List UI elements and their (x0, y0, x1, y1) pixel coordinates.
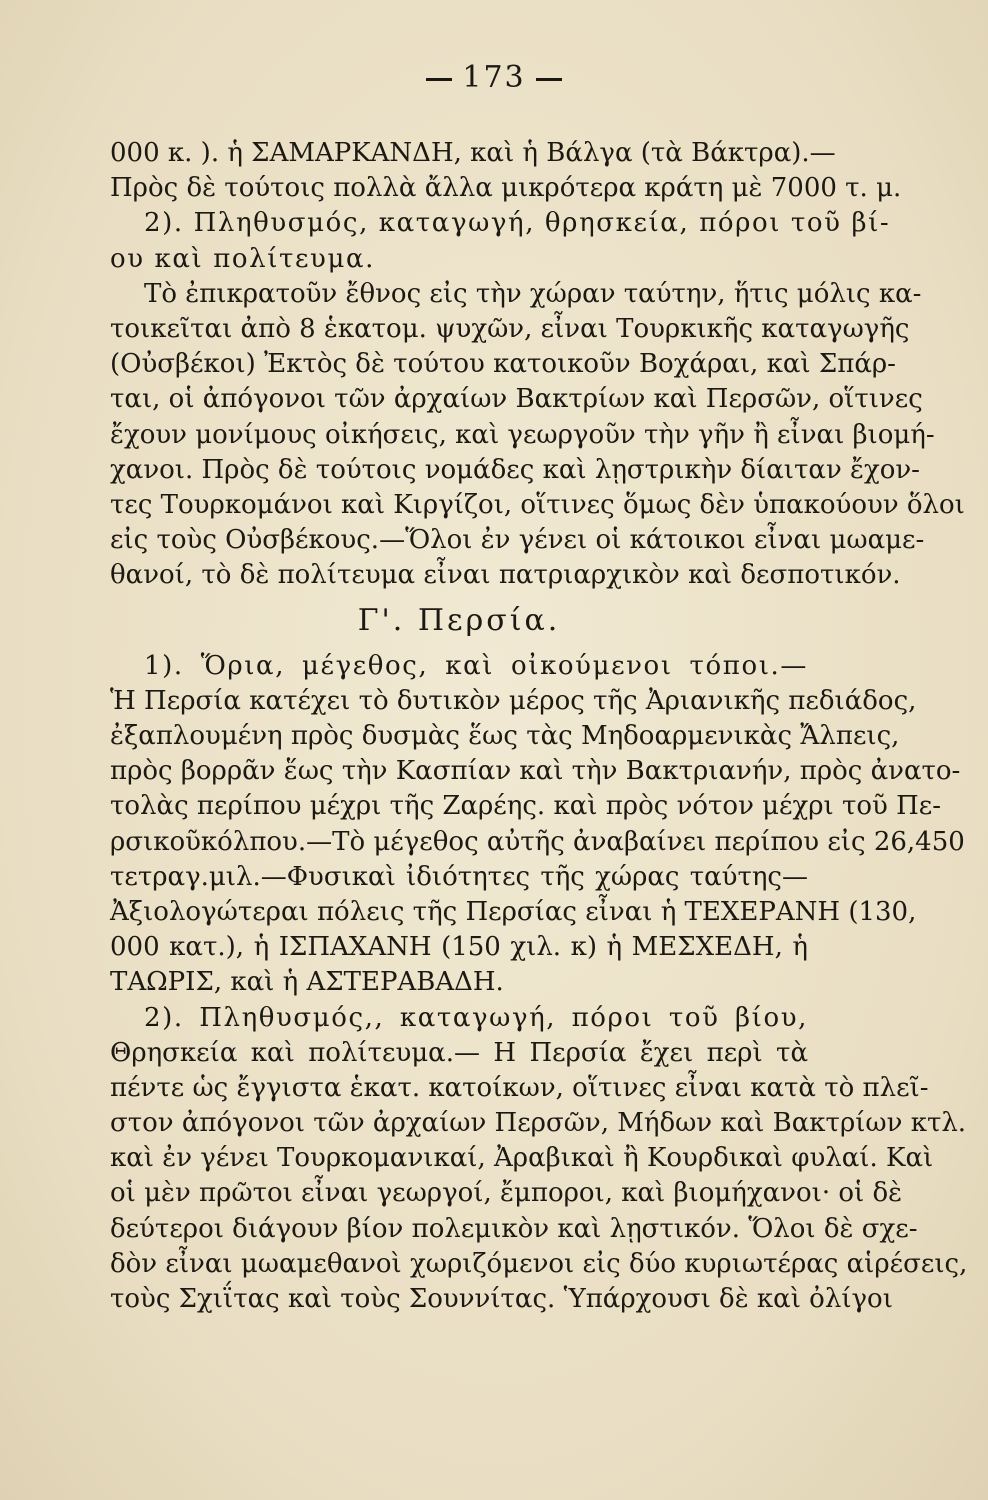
text-line: 1). Ὅρια, μέγεθος, καὶ οἰκούμενοι τόποι.— (144, 650, 808, 681)
text-line: 000 κατ.), ἡ ΙΣΠΑΧΑΝΗ (150 χιλ. κ) ἡ ΜΕΣΧΕΔΗ, ἡ (110, 932, 808, 963)
text-line: δὸν εἶναι μωαμεθανοὶ χωριζόμενοι εἰς δύο κυριωτέρας αἱρέσεις, (110, 1248, 968, 1279)
text-line: οἱ μὲν πρῶτοι εἶναι γεωργοί, ἔμποροι, καὶ βιομήχανοι· οἱ δὲ (110, 1178, 903, 1209)
page-header (0, 60, 988, 95)
header-dash-right (536, 78, 562, 81)
text-line: Πρὸς δὲ τούτοις πολλὰ ἄλλα μικρότερα κράτη μὲ 7000 τ. μ. (110, 173, 902, 204)
text-line: (Οὐσβέκοι) Ἐκτὸς δὲ τούτου κατοικοῦν Βοχάραι, καὶ Σπάρ- (110, 349, 896, 380)
text-line: τετραγ.μιλ.—Φυσικαὶ ἰδιότητες τῆς χώρας ταύτης— (110, 861, 808, 892)
text-line: ἔχουν μονίμους οἰκήσεις, καὶ γεωργοῦν τὴν γῆν ἢ εἶναι βιομή- (110, 419, 935, 450)
text-line: 000 κ. ). ἡ ΣΑΜΑΡΚΑΝΔΗ, καὶ ἡ Βάλγα (τὰ Βάκτρα).— (110, 138, 836, 168)
text-line: δεύτεροι διάγουν βίον πολεμικὸν καὶ λῃστικόν. Ὅλοι δὲ σχε- (110, 1213, 918, 1244)
text-line: Θρησκεία καὶ πολίτευμα.— Η Περσία ἔχει περὶ τὰ (110, 1037, 808, 1068)
text-line: θανοί, τὸ δὲ πολίτευμα εἶναι πατριαρχικὸν καὶ δεσποτικόν. (110, 560, 901, 591)
section-title: Γ'. Περσία. (357, 603, 561, 639)
text-line: ΤΑΩΡΙΣ, καὶ ἡ ΑΣΤΕΡΑΒΑΔΗ. (110, 967, 504, 998)
text-line: Τὸ ἐπικρατοῦν ἔθνος εἰς τὴν χώραν ταύτην, ἥτις μόλις κα- (144, 278, 922, 309)
text-line: τολὰς περίπου μέχρι τῆς Ζαρέης. καὶ πρὸς νότον μέχρι τοῦ Πε- (110, 791, 942, 822)
text-line: ου καὶ πολίτευμα. (110, 243, 375, 274)
text-line: 2). Πληθυσμός,, καταγωγή, πόροι τοῦ βίου, (144, 1002, 808, 1033)
text-line: Ἀξιολογώτεραι πόλεις τῆς Περσίας εἶναι ἡ ΤΕΧΕΡΑΝΗ (130, (110, 896, 917, 927)
text-line: ται, οἱ ἀπόγονοι τῶν ἀρχαίων Βακτρίων καὶ Περσῶν, οἵτινες (110, 384, 923, 415)
text-line: πέντε ὡς ἔγγιστα ἑκατ. κατοίκων, οἵτινες εἶναι κατὰ τὸ πλεῖ- (110, 1072, 929, 1103)
text-line: τοικεῖται ἀπὸ 8 ἑκατομ. ψυχῶν, εἶναι Τουρκικῆς καταγωγῆς (110, 313, 910, 344)
text-line: καὶ ἐν γένει Τουρκομανικαί, Ἀραβικαὶ ἢ Κουρδικαὶ φυλαί. Καὶ (110, 1143, 934, 1174)
text-line: πρὸς βορρᾶν ἕως τὴν Κασπίαν καὶ τὴν Βακτριανήν, πρὸς ἀνατο- (110, 756, 961, 787)
text-line: ρσικοῦκόλπου.—Τὸ μέγεθος αὐτῆς ἀναβαίνει περίπου εἰς 26,450 (110, 826, 965, 857)
text-line: Ἡ Περσία κατέχει τὸ δυτικὸν μέρος τῆς Ἀριανικῆς πεδιάδος, (110, 685, 917, 716)
text-line: 2). Πληθυσμός, καταγωγή, θρησκεία, πόροι τοῦ βί- (144, 208, 891, 239)
body-text (110, 136, 968, 1317)
text-line: τες Τουρκομάνοι καὶ Κιργίζοι, οἵτινες ὅμως δὲν ὑπακούουν ὅλοι (110, 489, 965, 520)
header-dash-left (426, 78, 452, 81)
text-line: χανοι. Πρὸς δὲ τούτοις νομάδες καὶ λῃστρικὴν δίαιταν ἔχον- (110, 454, 920, 485)
text-line: στον ἀπόγονοι τῶν ἀρχαίων Περσῶν, Μήδων καὶ Βακτρίων κτλ. (110, 1108, 967, 1139)
text-line: ἐξαπλουμένη πρὸς δυσμὰς ἕως τὰς Μηδοαρμενικὰς Ἄλπεις, (110, 721, 900, 751)
page-number: 173 (462, 60, 526, 95)
text-line: τοὺς Σχιΐτας καὶ τοὺς Σουννίτας. Ὑπάρχουσι δὲ καὶ ὀλίγοι (110, 1284, 893, 1314)
text-line: εἰς τοὺς Οὐσβέκους.—Ὅλοι ἐν γένει οἱ κάτοικοι εἶναι μωαμε- (110, 525, 925, 556)
